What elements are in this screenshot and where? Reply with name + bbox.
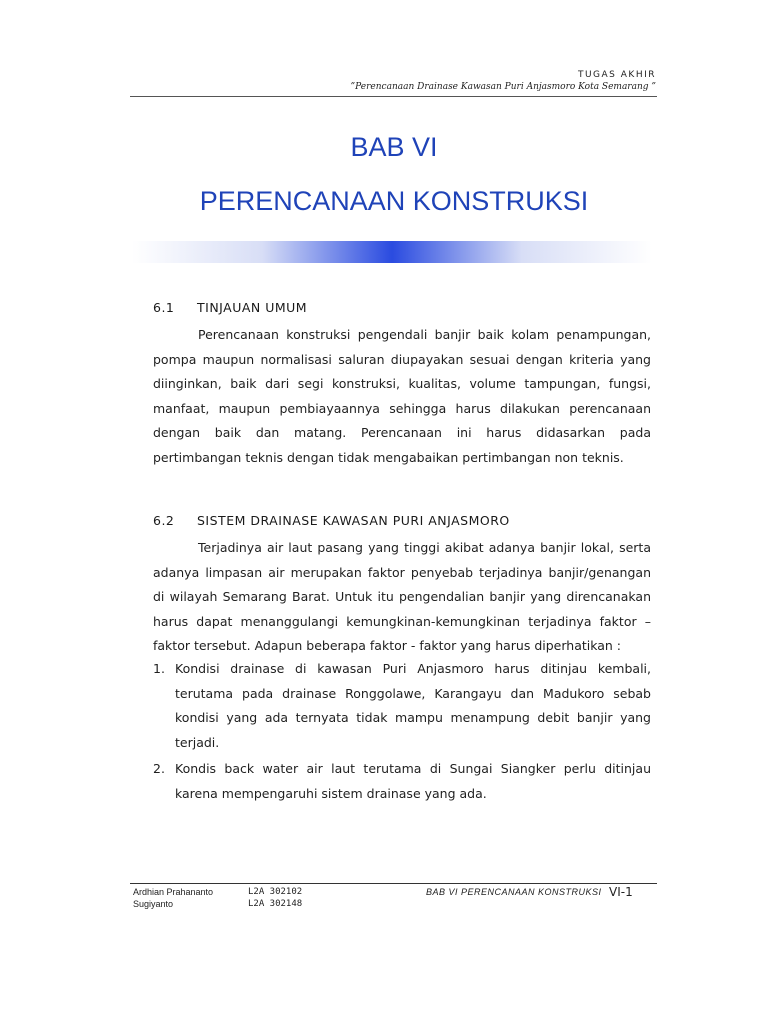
section-heading-6-1 (153, 300, 307, 315)
footer-author-1: Ardhian Prahananto (133, 887, 214, 897)
paragraph-text: Terjadinya air laut pasang yang tinggi akibat adanya banjir lokal, serta adanya limpasan air merupakan faktor penyebab terjadinya banjir/genangan di wilayah Semarang Barat. Untuk itu pengendalian banjir yang direncanakan harus dapat menanggulangi kemungkinan-kemungkinan terjadinya faktor –faktor tersebut. Adapun beberapa faktor - faktor yang harus diperhatikan : (153, 540, 651, 653)
factor-list (153, 657, 651, 808)
footer-nim-1: L2A 302102 (248, 887, 303, 897)
footer-nim-2: L2A 302148 (248, 899, 303, 909)
footer-author-2: Sugiyanto (133, 899, 174, 909)
paragraph-text: Perencanaan konstruksi pengendali banjir baik kolam penampungan, pompa maupun normalisasi saluran diupayakan sesuai dengan kriteria yang diinginkan, baik dari segi konstruksi, kualitas, volume tampungan, fungsi, manfaat, maupun pembiayaannya sehingga harus dilakukan perencanaan dengan baik dan matang. Perencanaan ini harus didasarkan pada pertimbangan teknis dengan tidak mengabaikan pertimbangan non teknis. (153, 327, 651, 465)
section-number: 6.2 (153, 513, 175, 528)
header-divider (130, 96, 657, 97)
list-item (153, 757, 651, 806)
chapter-title: PERENCANAAN KONSTRUKSI (199, 186, 589, 216)
section-paragraph-6-1 (153, 323, 651, 470)
section-heading-6-2 (153, 513, 510, 528)
section-number: 6.1 (153, 300, 175, 315)
list-item-text: Kondis back water air laut terutama di Sungai Siangker perlu ditinjau karena mempengaruhi sistem drainase yang ada. (175, 761, 651, 801)
header-subtitle: ”Perencanaan Drainase Kawasan Puri Anjasmoro Kota Semarang ” (350, 82, 656, 92)
section-title: SISTEM DRAINASE KAWASAN PURI ANJASMORO (197, 513, 510, 528)
header-title: TUGAS AKHIR (577, 70, 656, 80)
list-marker: 1. (153, 661, 165, 676)
footer-page-number: VI-1 (609, 885, 633, 899)
list-item-text: Kondisi drainase di kawasan Puri Anjasmoro harus ditinjau kembali, terutama pada drainase Ronggolawe, Karangayu dan Madukoro sebab kondisi yang ada ternyata tidak mampu menampung debit banjir yang terjadi. (175, 661, 651, 750)
list-item (153, 657, 651, 755)
section-paragraph-6-2 (153, 536, 651, 659)
list-marker: 2. (153, 761, 165, 776)
footer-chapter-label: BAB VI PERENCANAAN KONSTRUKSI (426, 887, 602, 897)
chapter-number: BAB VI (350, 132, 438, 162)
decorative-gradient-band (132, 241, 652, 263)
section-title: TINJAUAN UMUM (197, 300, 308, 315)
footer-divider (130, 883, 657, 884)
